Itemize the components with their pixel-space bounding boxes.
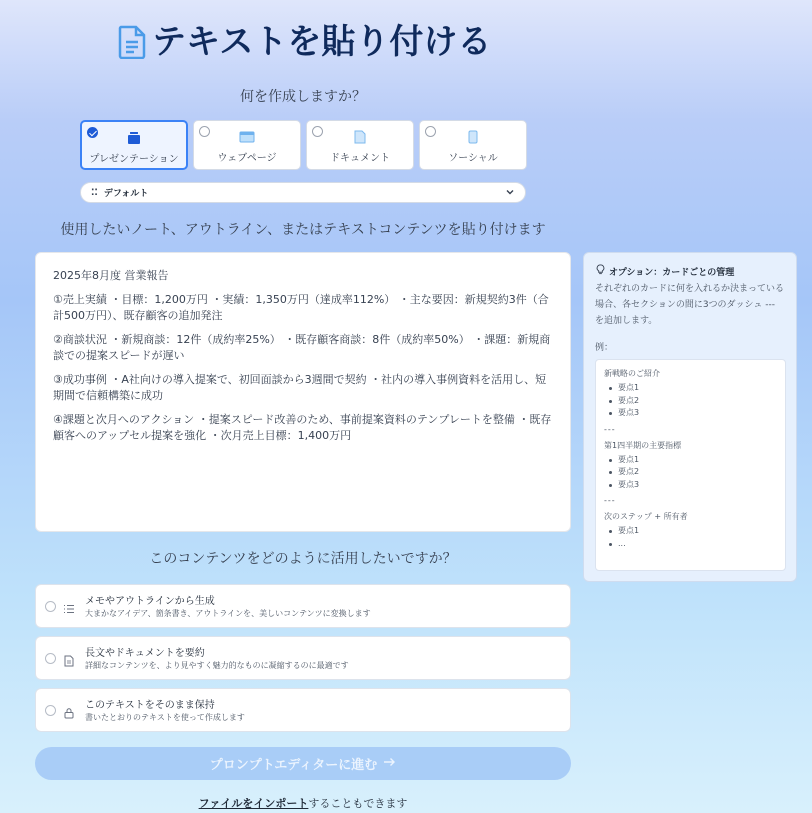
type-label: ドキュメント xyxy=(330,153,390,164)
option-radio[interactable] xyxy=(45,601,56,612)
type-radio[interactable] xyxy=(425,126,436,137)
option-title: メモやアウトラインから生成 xyxy=(85,596,215,607)
textarea-line: 2025年8月度 営業報告 xyxy=(53,269,169,282)
list-item: ... xyxy=(609,538,777,551)
type-label: ウェブページ xyxy=(217,153,277,164)
example-section-title: 新戦略のご紹介 xyxy=(604,369,660,378)
type-card-webpage[interactable] xyxy=(193,120,301,170)
theme-select[interactable] xyxy=(80,182,526,203)
textarea-line: ①売上実績 ・目標：1,200万円 ・実績：1,350万円（達成率112%） ・主な要因：新規契約3件（合計500万円）、既存顧客の追加発注 xyxy=(53,293,549,322)
card-option-panel xyxy=(583,252,797,582)
list-item: 要点2 xyxy=(609,466,777,479)
document-icon xyxy=(354,129,366,148)
lightbulb-icon xyxy=(595,264,606,278)
example-separator: --- xyxy=(604,424,616,434)
option-title: 長文やドキュメントを要約 xyxy=(85,648,205,659)
example-list xyxy=(609,454,777,492)
type-radio[interactable] xyxy=(312,126,323,137)
paste-instruction: 使用したいノート、アウトライン、またはテキストコンテンツを貼り付けます xyxy=(60,222,546,238)
grid-dots-icon: ⁚⁚ xyxy=(91,187,98,198)
proceed-button[interactable] xyxy=(35,747,571,780)
import-row xyxy=(0,795,606,811)
type-radio[interactable] xyxy=(87,127,98,138)
option-desc: 詳細なコンテンツを、より見やすく魅力的なものに凝縮するのに最適です xyxy=(85,661,349,670)
option-desc: 大まかなアイデア、箇条書き、アウトラインを、美しいコンテンツに変換します xyxy=(85,609,371,618)
textarea-line: ②商談状況 ・新規商談：12件（成約率25%） ・既存顧客商談：8件（成約率50%） ・課題：新規商談での提案スピードが遅い xyxy=(53,333,551,362)
import-suffix: することもできます xyxy=(308,797,408,810)
mobile-icon xyxy=(468,129,478,148)
card-option-title xyxy=(595,264,785,278)
option-summarize[interactable] xyxy=(35,636,571,680)
list-item: 要点3 xyxy=(609,479,777,492)
list-item: 要点2 xyxy=(609,395,777,408)
list-item: 要点3 xyxy=(609,407,777,420)
lock-icon xyxy=(63,704,75,723)
example-list xyxy=(609,382,777,420)
card-option-description: それぞれのカードに何を入れるか決まっている場合、各セクションの間に3つのダッシュ --- を追加します。 xyxy=(595,284,785,326)
chevron-down-icon xyxy=(505,187,515,200)
type-card-presentation[interactable] xyxy=(80,120,188,170)
option-title: このテキストをそのまま保持 xyxy=(85,700,215,711)
usage-question: このコンテンツをどのように活用したいですか？ xyxy=(149,551,457,567)
option-radio[interactable] xyxy=(45,705,56,716)
option-desc: 書いたとおりのテキストを使って作成します xyxy=(85,713,245,722)
example-section-title: 第1四半期の主要指標 xyxy=(604,440,682,450)
type-label: プレゼンテーション xyxy=(89,154,179,165)
document-icon xyxy=(63,652,75,671)
import-file-link[interactable]: ファイルをインポート xyxy=(198,797,309,810)
list-item: 要点1 xyxy=(609,525,777,538)
list-item: 要点1 xyxy=(609,382,777,395)
presentation-icon xyxy=(127,130,141,149)
textarea-line: ④課題と次月へのアクション ・提案スピード改善のため、事前提案資料のテンプレートを整備 ・既存顧客へのアップセル提案を強化 ・次月売上目標：1,400万円 xyxy=(53,413,552,442)
list-icon xyxy=(63,600,75,619)
page-header xyxy=(118,22,491,62)
example-box xyxy=(595,359,786,571)
option-keep[interactable] xyxy=(35,688,571,732)
example-section-title: 次のステップ + 所有者 xyxy=(604,512,688,521)
type-label: ソーシャル xyxy=(448,153,498,164)
type-question: 何を作成しますか？ xyxy=(240,89,366,105)
textarea-line: ③成功事例 ・A社向けの導入提案で、初回面談から3週間で契約 ・社内の導入事例資料を活用し、短期間で信頼構築に成功 xyxy=(53,373,547,402)
content-textarea[interactable] xyxy=(35,252,571,532)
option-radio[interactable] xyxy=(45,653,56,664)
type-radio[interactable] xyxy=(199,126,210,137)
example-separator: --- xyxy=(604,496,616,505)
example-label: 例： xyxy=(595,343,614,353)
list-item: 要点1 xyxy=(609,454,777,467)
type-card-document[interactable] xyxy=(306,120,414,170)
card-option-title-text: オプション：カードごとの管理 xyxy=(609,267,735,278)
page-title: テキストを貼り付ける xyxy=(152,22,492,62)
webpage-icon xyxy=(239,129,255,148)
example-list xyxy=(609,525,777,550)
document-icon xyxy=(118,25,146,59)
option-generate[interactable] xyxy=(35,584,571,628)
type-card-social[interactable] xyxy=(419,120,527,170)
theme-select-value: デフォルト xyxy=(103,189,149,199)
proceed-button-label: プロンプトエディターに進む xyxy=(209,758,378,773)
arrow-right-icon xyxy=(383,756,396,771)
